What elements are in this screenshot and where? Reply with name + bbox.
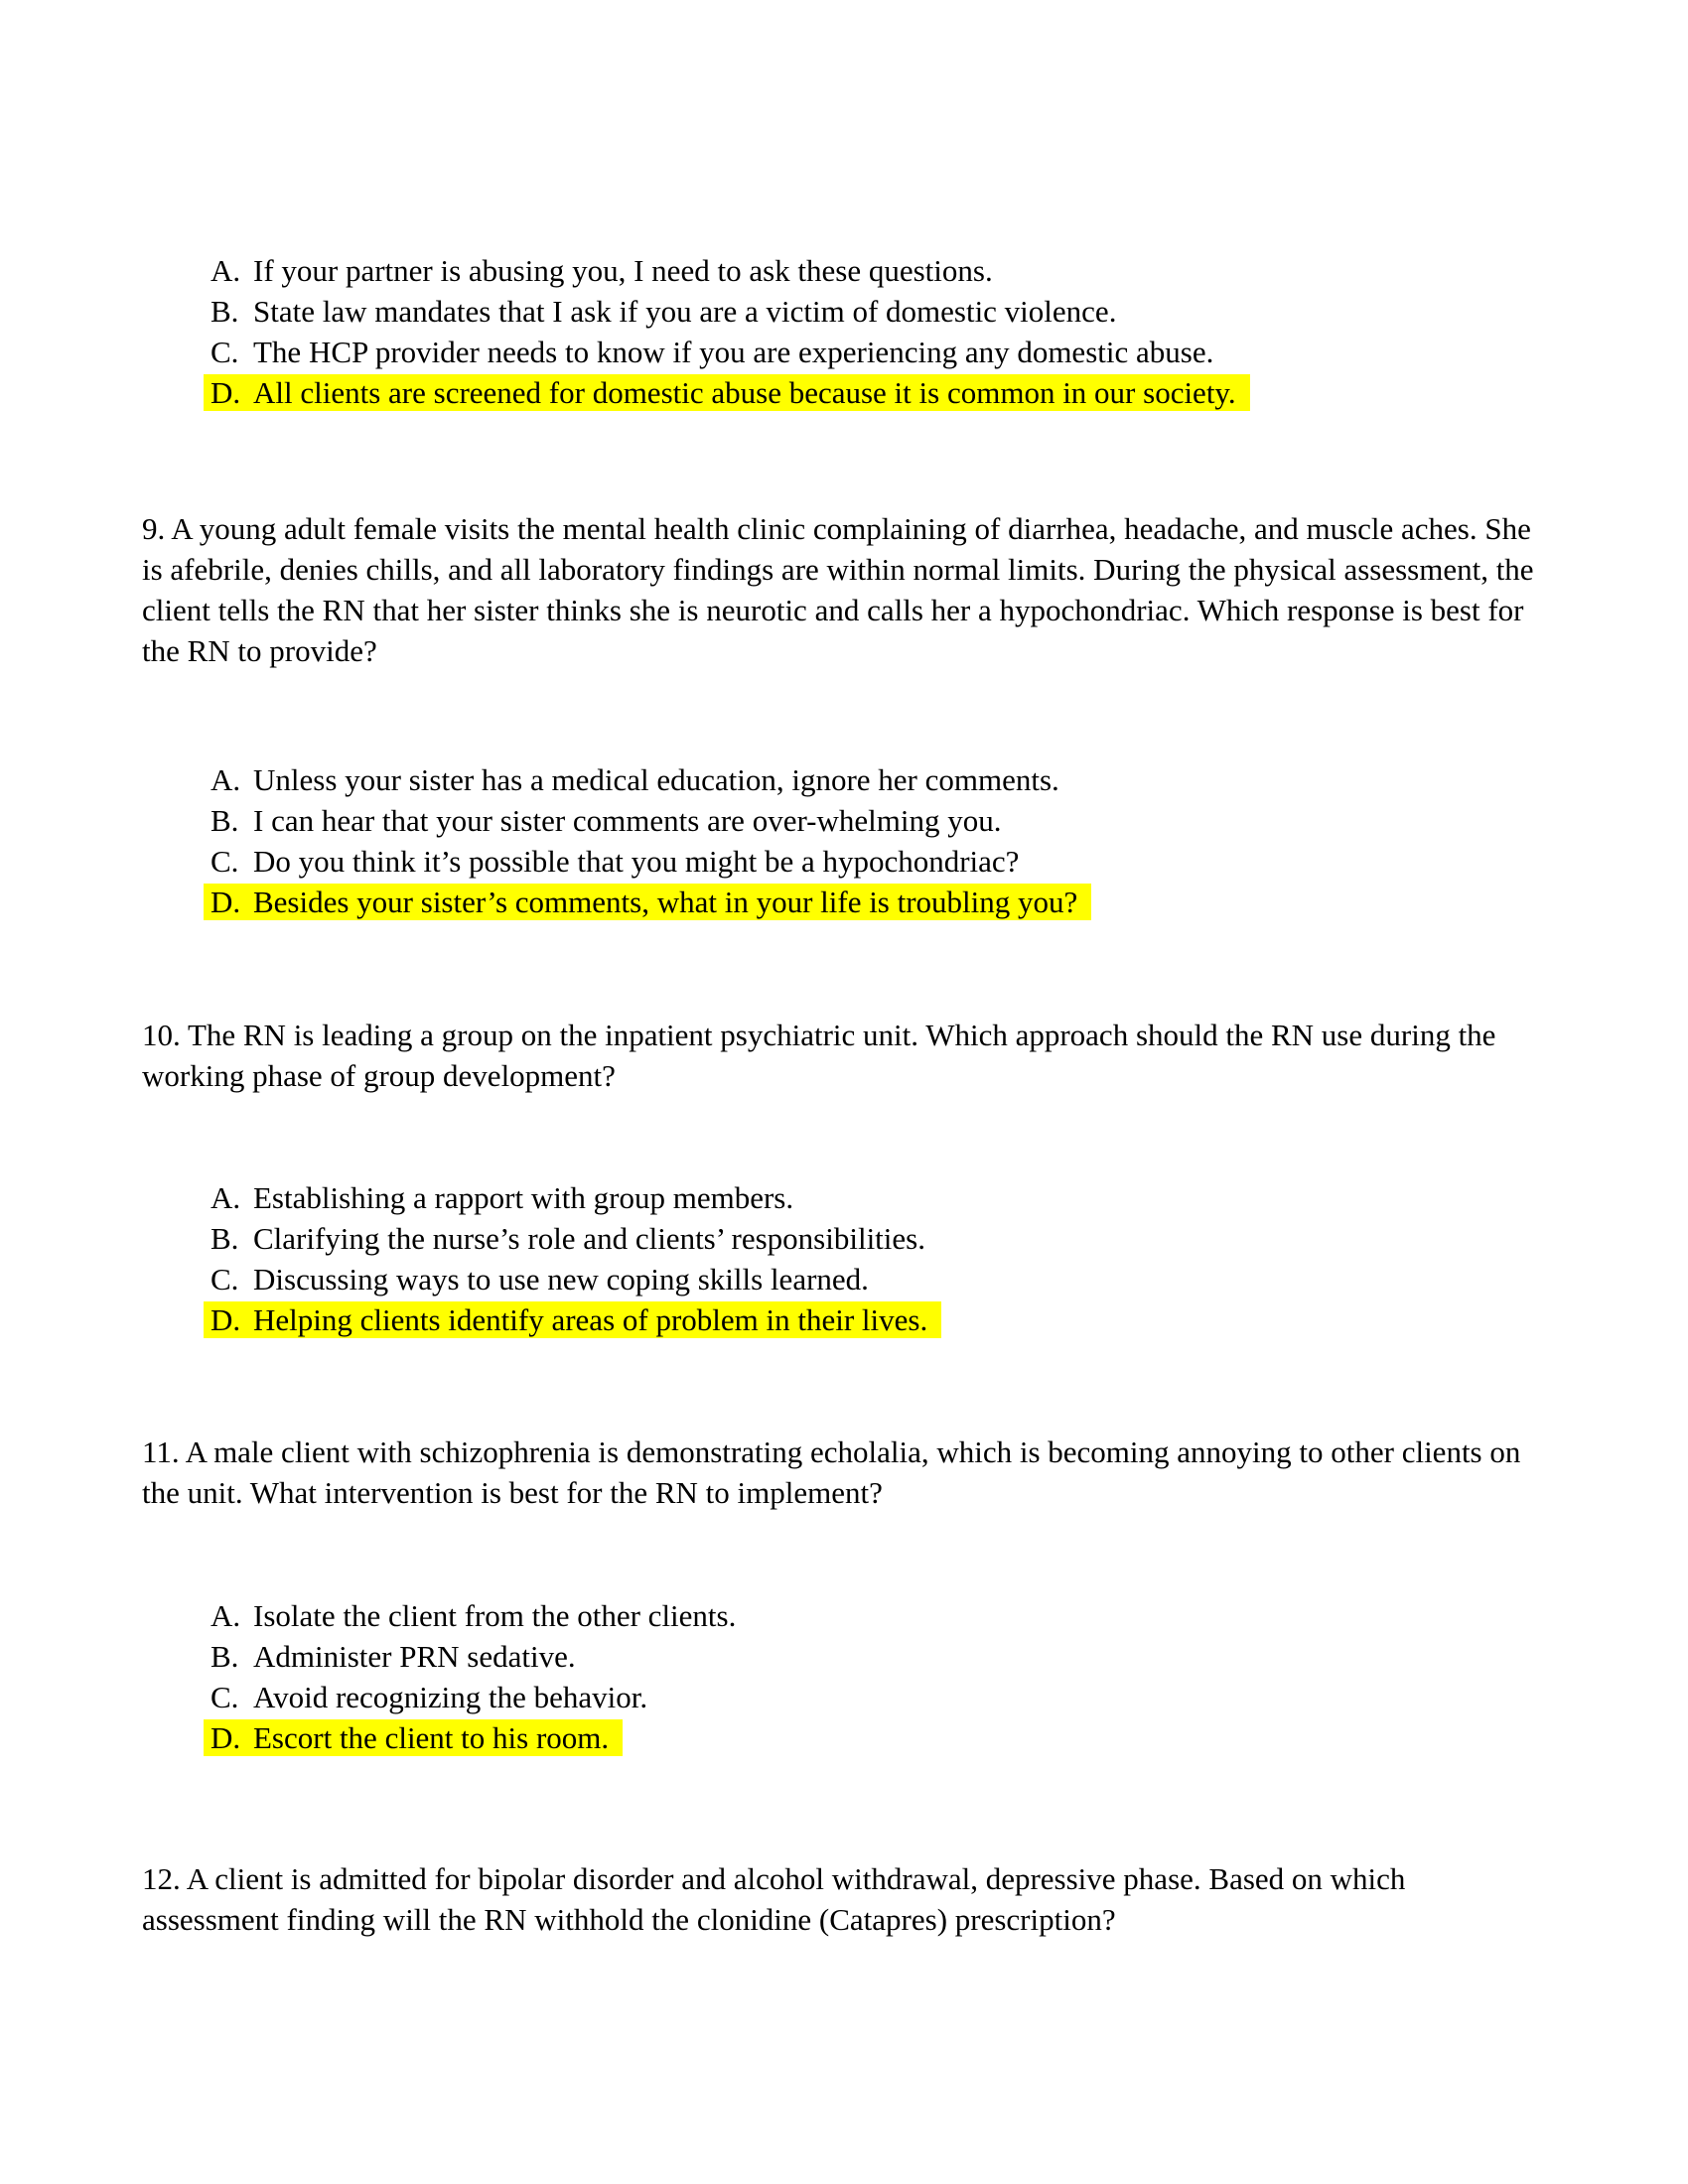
option-letter: A. bbox=[211, 1180, 241, 1215]
answer-option bbox=[211, 1259, 1544, 1299]
answer-options-q11 bbox=[211, 1595, 1544, 1758]
option-text: Unless your sister has a medical education, ignore her comments. bbox=[253, 762, 1059, 797]
answer-option bbox=[211, 1595, 1544, 1636]
answer-option bbox=[211, 800, 1544, 841]
highlighted-answer-option bbox=[211, 882, 1544, 922]
option-text: All clients are screened for domestic abuse because it is common in our society. bbox=[253, 375, 1236, 410]
option-text: Escort the client to his room. bbox=[253, 1720, 610, 1755]
option-text: Discussing ways to use new coping skills learned. bbox=[253, 1262, 869, 1297]
option-text: Avoid recognizing the behavior. bbox=[253, 1680, 648, 1714]
highlighted-answer-option bbox=[211, 372, 1544, 413]
option-text: Helping clients identify areas of problem in their lives. bbox=[253, 1302, 928, 1337]
answer-option bbox=[211, 332, 1544, 372]
answer-options-q9 bbox=[211, 759, 1544, 922]
option-text: Administer PRN sedative. bbox=[253, 1639, 576, 1674]
question-paragraph-9: 9. A young adult female visits the mental health clinic complaining of diarrhea, headache, and muscle aches. She is afebrile, denies chills, and all laboratory findings are within normal limits. During the physical assessment, the client tells the RN that her sister thinks she is neurotic and calls her a hypochondriac. Which response is best for the RN to provide? bbox=[142, 511, 1534, 668]
answer-option bbox=[211, 841, 1544, 882]
option-letter: B. bbox=[211, 803, 239, 838]
option-text: State law mandates that I ask if you are a victim of domestic violence. bbox=[253, 294, 1117, 329]
option-text: Isolate the client from the other clients. bbox=[253, 1598, 737, 1633]
answer-option bbox=[211, 1636, 1544, 1677]
option-text: If your partner is abusing you, I need to ask these questions. bbox=[253, 253, 993, 288]
highlighted-answer-option bbox=[211, 1717, 1544, 1758]
option-letter: A. bbox=[211, 1598, 241, 1633]
option-text: Establishing a rapport with group members. bbox=[253, 1180, 794, 1215]
answer-options-q10 bbox=[211, 1177, 1544, 1340]
option-letter: C. bbox=[211, 1680, 239, 1714]
option-letter: A. bbox=[211, 253, 241, 288]
option-letter: A. bbox=[211, 762, 241, 797]
answer-option bbox=[211, 1177, 1544, 1218]
option-letter: B. bbox=[211, 294, 239, 329]
option-text: Clarifying the nurse’s role and clients’ responsibilities. bbox=[253, 1221, 925, 1256]
question-paragraph-10: 10. The RN is leading a group on the inpatient psychiatric unit. Which approach should the RN use during the working phase of group development? bbox=[142, 1018, 1496, 1093]
option-letter: C. bbox=[211, 844, 239, 879]
document-page bbox=[0, 250, 1688, 2184]
option-letter: D. bbox=[211, 885, 241, 919]
option-letter: D. bbox=[211, 375, 241, 410]
option-letter: B. bbox=[211, 1639, 239, 1674]
option-letter: C. bbox=[211, 1262, 239, 1297]
option-letter: D. bbox=[211, 1302, 241, 1337]
answer-option bbox=[211, 1677, 1544, 1717]
answer-options-q8 bbox=[211, 250, 1544, 413]
question-paragraph-11: 11. A male client with schizophrenia is demonstrating echolalia, which is becoming annoying to other clients on the unit. What intervention is best for the RN to implement? bbox=[142, 1434, 1521, 1510]
highlighted-answer-option bbox=[211, 1299, 1544, 1340]
option-text: Do you think it’s possible that you might be a hypochondriac? bbox=[253, 844, 1020, 879]
answer-option bbox=[211, 250, 1544, 291]
answer-option bbox=[211, 1218, 1544, 1259]
option-letter: C. bbox=[211, 335, 239, 369]
answer-option bbox=[211, 759, 1544, 800]
option-text: The HCP provider needs to know if you are experiencing any domestic abuse. bbox=[253, 335, 1214, 369]
option-letter: B. bbox=[211, 1221, 239, 1256]
option-letter: D. bbox=[211, 1720, 241, 1755]
option-text: I can hear that your sister comments are over-whelming you. bbox=[253, 803, 1002, 838]
answer-option bbox=[211, 291, 1544, 332]
question-paragraph-12: 12. A client is admitted for bipolar disorder and alcohol withdrawal, depressive phase. Based on which assessment finding will the RN withhold the clonidine (Catapres) prescription? bbox=[142, 1861, 1406, 1937]
option-text: Besides your sister’s comments, what in your life is troubling you? bbox=[253, 885, 1078, 919]
